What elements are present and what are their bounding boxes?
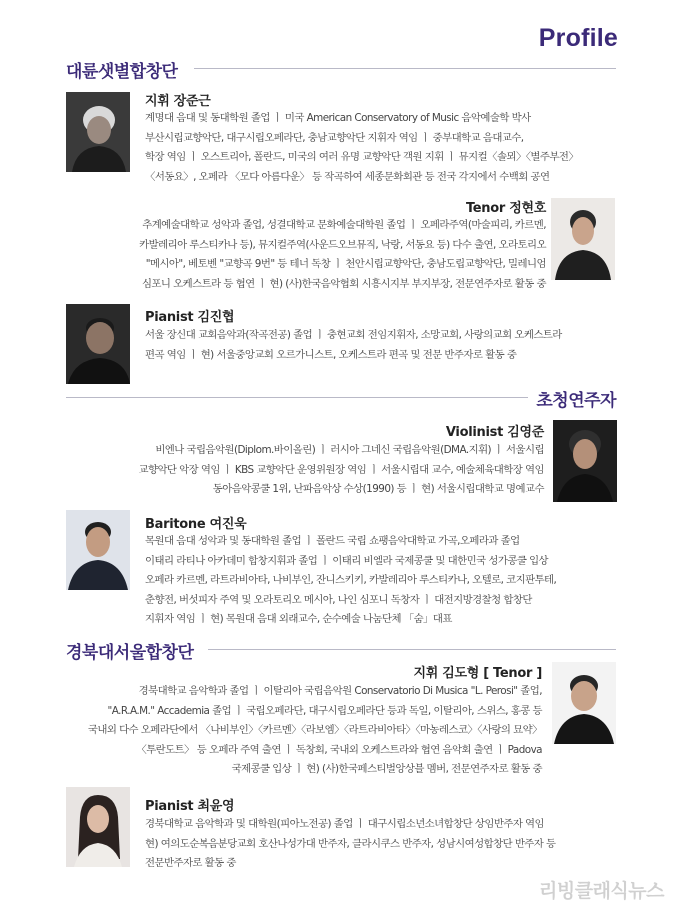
section-divider xyxy=(194,68,616,69)
portrait-photo xyxy=(553,420,617,502)
section-heading-guest: 초청연주자 xyxy=(536,391,616,411)
performer-bio: 서울 장신대 교회음악과(작곡전공) 졸업 ㅣ 충현교회 전임지휘자, 소망교회, 사랑의교회 오케스트라 편곡 역임 ㅣ 현) 서울중앙교회 오르가니스트, 오케스트라 편곡 및 전문 반주자로 활동 중 xyxy=(145,329,562,361)
performer-name: 지휘 장준근 xyxy=(145,94,211,109)
portrait-photo xyxy=(66,787,130,867)
watermark: 리빙클래식뉴스 xyxy=(539,880,664,902)
portrait-photo xyxy=(66,510,130,590)
performer-bio: 계명대 음대 및 동대학원 졸업 ㅣ 미국 American Conservatory of Music 음악예술학 박사 부산시립교향악단, 대구시립오페라단, 충남교향악단 지휘자 역임 ㅣ 중부대학교 음대교수, 학장 역임 ㅣ 오스트리아, 폴란드, 미국의 여러 유명 교향악단 객원 지휘 ㅣ 뮤지컬〈솔뫼〉〈별주부전〉 〈서동요〉, 오페라 〈모다 아름다운〉 등 작곡하여 세종문화회관 등 전국 각지에서 수백회 공연 xyxy=(145,112,579,183)
performer-bio: 추계예술대학교 성악과 졸업, 성결대학교 문화예술대학원 졸업 ㅣ 오페라주역(마술피리, 카르멘, 카발레리아 루스티카나 등), 뮤지컬주역(사운드오브뮤직, 낙랑, 서동요 등) 다수 출연, 오라토리오 "메시아", 베토벤 "교향곡 9번" 등 테너 독창 ㅣ 천안시립교향악단, 충남도립교향악단, 밀레니엄 심포니 오케스트라 등 협연 ㅣ 현) (사)한국음악협회 시흥시지부 부지부장, 전문연주자로 활동 중 xyxy=(139,219,546,290)
performer-name: 지휘 김도형 [ Tenor ] xyxy=(413,666,542,681)
performer-bio: 비엔나 국립음악원(Diplom.바이올린) ㅣ 러시아 그네신 국립음악원(DMA.지휘) ㅣ 서울시립 교향악단 악장 역임 ㅣ KBS 교향악단 운영위원장 역임 ㅣ 서울시립대 교수, 예술체육대학장 역임 동아음악콩쿨 1위, 난파음악상 수상(1990) 등 ㅣ 현) 서울시립대학교 명예교수 xyxy=(138,444,544,495)
portrait-photo xyxy=(551,198,615,280)
portrait-photo xyxy=(552,662,616,744)
section-heading-choir: 대륜샛별합창단 xyxy=(66,62,178,82)
performer-bio: 목원대 음대 성악과 및 동대학원 졸업 ㅣ 폴란드 국립 쇼팽음악대학교 가곡,오페라과 졸업 이태리 라티나 아카데미 합창지휘과 졸업 ㅣ 이태리 비엘라 국제콩쿨 및 대한민국 성가콩쿨 입상 오페라 카르멘, 라트라비아타, 나비부인, 잔니스키키, 카발레리아 루스티카나, 오텔로, 코지판투테, 춘향전, 버섯피자 주역 및 오라토리오 메시아, 나인 심포니 독창자 ㅣ 대전지방경찰청 합창단 지휘자 역임 ㅣ 현) 목원대 음대 외래교수, 순수예술 나눔단체 「숨」대표 xyxy=(145,535,557,625)
performer-bio: 경북대학교 음악학과 및 대학원(피아노전공) 졸업 ㅣ 대구시립소년소녀합창단 상임반주자 역임 현) 여의도순복음분당교회 호산나성가대 반주자, 클라시쿠스 반주자, 성남시여성합창단 반주자 등 전문반주자로 활동 중 xyxy=(145,818,556,869)
performer-name: Pianist 김진협 xyxy=(145,310,235,325)
performer-name: Baritone 여진욱 xyxy=(145,517,247,532)
performer-name: Tenor 정현호 xyxy=(465,201,546,216)
section-divider xyxy=(208,649,616,650)
performer-name: Violinist 김영준 xyxy=(445,425,544,440)
performer-name: Pianist 최윤영 xyxy=(145,799,235,814)
page-title: Profile xyxy=(538,24,618,52)
portrait-photo xyxy=(66,304,130,384)
performer-bio: 경북대학교 음악학과 졸업 ㅣ 이탈리아 국립음악원 Conservatorio Di Musica "L. Perosi" 졸업, "A.R.A.M." Accademia 졸업 ㅣ 국립오페라단, 대구시립오페라단 등과 독일, 이탈리아, 스위스, 홍콩 등 국내외 다수 오페라단에서 〈나비부인〉〈카르멘〉〈라보엠〉〈라트라비아타〉〈마농레스코〉〈사랑의 묘약〉 〈투란도트〉 등 오페라 주역 출연 ㅣ 독창회, 국내외 오케스트라와 협연 음악회 출연 ㅣ Padova 국제콩쿨 입상 ㅣ 현) (사)한국페스티벌앙상블 멤버, 전문연주자로 활동 중 xyxy=(87,685,542,775)
section-divider xyxy=(66,397,528,398)
portrait-photo xyxy=(66,92,130,172)
section-heading-kyungpook: 경북대서울합창단 xyxy=(66,643,194,663)
